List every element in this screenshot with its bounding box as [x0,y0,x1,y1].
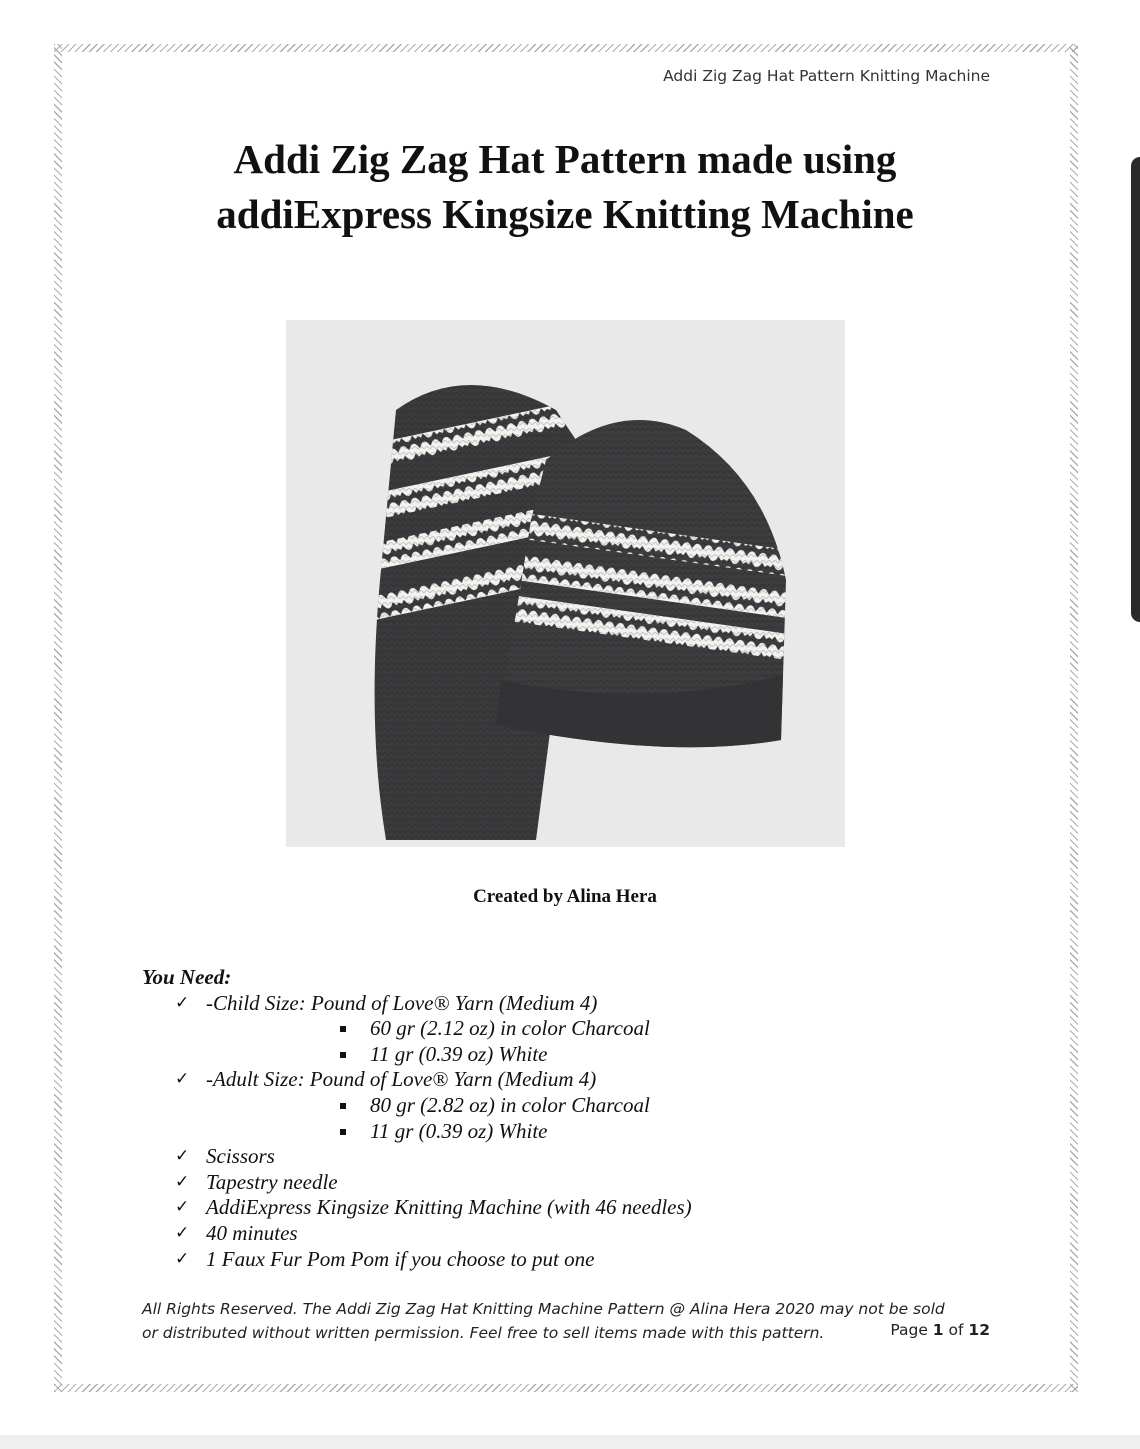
sub-item-label: 11 gr (0.39 oz) White [370,1041,548,1066]
sub-list-item [142,1016,692,1042]
sub-item-label: 60 gr (2.12 oz) in color Charcoal [370,1016,650,1041]
sub-list-item [142,1042,692,1068]
sub-list-item [142,1119,692,1145]
decorative-border-right [1070,44,1078,1392]
list-item [142,1247,692,1273]
title-line-2: addiExpress Kingsize Knitting Machine [216,191,914,237]
document-title [0,132,1130,242]
sub-item-label: 11 gr (0.39 oz) White [370,1118,548,1143]
list-item-label: 40 minutes [206,1220,298,1245]
square-bullet-icon [340,1129,346,1135]
page-prefix: Page [890,1321,928,1339]
decorative-border-bottom [54,1384,1078,1392]
page-current: 1 [932,1321,944,1339]
list-item [142,1144,692,1170]
materials-heading: You Need: [142,965,232,989]
list-item-label: -Child Size: Pound of Love® Yarn (Medium 4) [206,990,598,1015]
checkmark-icon: ✓ [175,1171,190,1192]
viewer-bottom-strip [0,1435,1140,1449]
checkmark-icon: ✓ [175,992,190,1013]
list-item-label: Scissors [206,1144,275,1169]
list-item-label: -Adult Size: Pound of Love® Yarn (Medium 4) [206,1067,597,1092]
checkmark-icon: ✓ [175,1222,190,1243]
hat-photo [286,320,845,847]
list-item [142,1195,692,1221]
list-item [142,1221,692,1247]
square-bullet-icon [340,1052,346,1058]
sub-list-item [142,1093,692,1119]
scrollbar-thumb[interactable] [1131,157,1140,622]
decorative-border-left [54,44,62,1392]
running-header: Addi Zig Zag Hat Pattern Knitting Machine [663,67,990,85]
page-total: 12 [968,1321,990,1339]
page-number [890,1321,990,1339]
list-item [142,1170,692,1196]
knitted-hats-illustration [286,320,845,847]
author-credit: Created by Alina Hera [473,886,657,907]
copyright-footer [142,1297,992,1345]
list-item-label: AddiExpress Kingsize Knitting Machine (with 46 needles) [206,1195,692,1220]
title-line-1: Addi Zig Zag Hat Pattern made using [233,136,897,182]
footer-line-1: All Rights Reserved. The Addi Zig Zag Hat Knitting Machine Pattern @ Alina Hera 2020 may not be sold [142,1300,945,1318]
sub-item-label: 80 gr (2.82 oz) in color Charcoal [370,1092,650,1117]
checkmark-icon: ✓ [175,1069,190,1090]
footer-line-2: or distributed without written permission. Feel free to sell items made with this pattern. [142,1324,825,1342]
decorative-border-top [54,44,1078,52]
list-item-label: Tapestry needle [206,1169,338,1194]
list-item-label: 1 Faux Fur Pom Pom if you choose to put one [206,1246,595,1271]
square-bullet-icon [340,1103,346,1109]
checkmark-icon: ✓ [175,1146,190,1167]
checkmark-icon: ✓ [175,1248,190,1269]
materials-items [142,991,692,1273]
materials-list [142,965,692,1272]
list-item [142,991,692,1017]
square-bullet-icon [340,1026,346,1032]
page-of: of [948,1321,964,1339]
checkmark-icon: ✓ [175,1197,190,1218]
list-item [142,1067,692,1093]
